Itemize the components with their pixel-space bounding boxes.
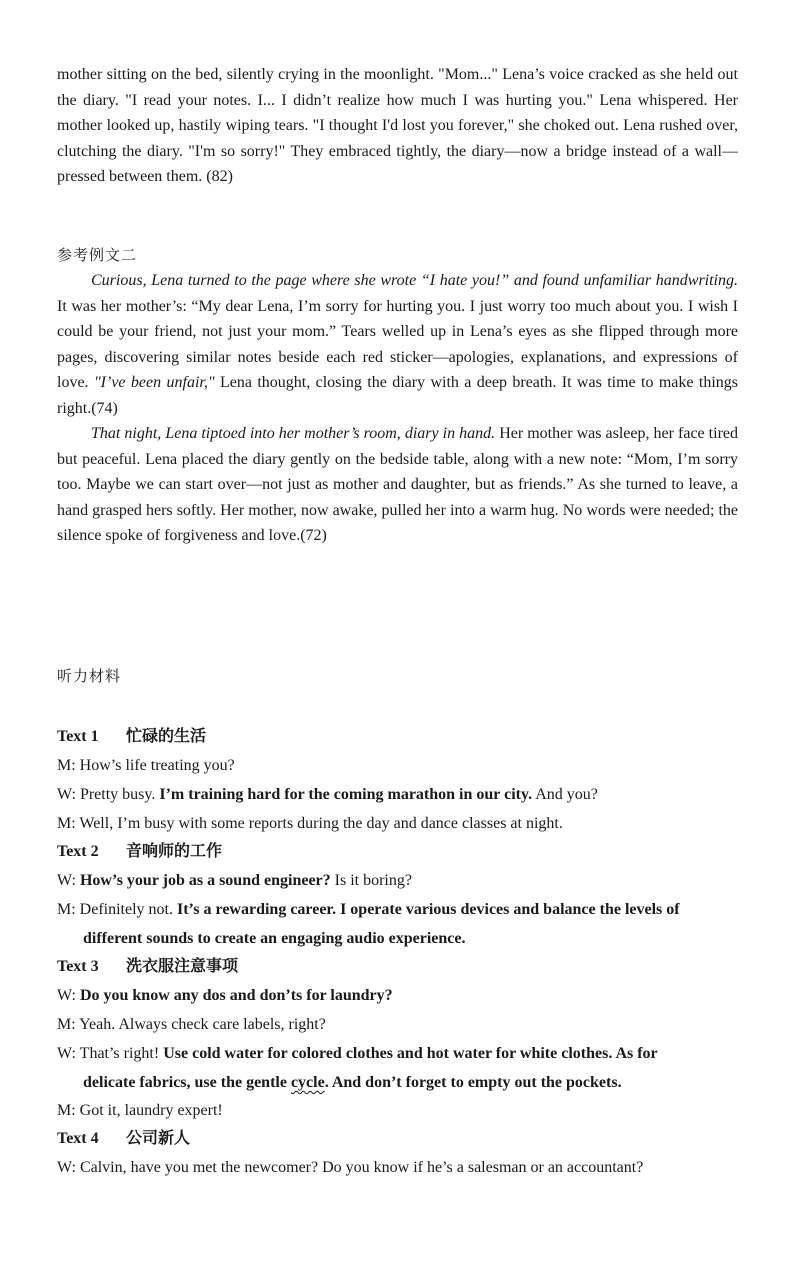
text-topic: 洗衣服注意事项: [126, 958, 239, 975]
dialogue-speaker-text: W: That’s right!: [57, 1045, 164, 1062]
dialogue-line: [57, 1039, 738, 1068]
dialogue-key-sentence: I’m training hard for the coming marathon in our city.: [159, 786, 533, 803]
dialogue-line: [57, 981, 738, 1010]
essay-two-paragraph-2: [57, 421, 738, 549]
dialogue-line: [57, 780, 738, 809]
text-topic: 忙碌的生活: [126, 728, 207, 745]
essay-one-ending-paragraph: mother sitting on the bed, silently crying in the moonlight. "Mom..." Lena’s voice cracked as she held out the diary. "I read your notes. I... I didn’t realize how much I was hurting you." Lena whispered. Her mother looked up, hastily wiping tears. "I thought I'd lost you forever," she choked out. Lena rushed over, clutching the diary. "I'm so sorry!" They embraced tightly, the diary—now a bridge instead of a wall—pressed between them. (82): [57, 66, 738, 186]
essay-two-heading: 参考例文二: [57, 248, 138, 264]
dialogue-key-sentence: It’s a rewarding career. I operate various devices and balance the levels of: [176, 901, 680, 918]
listening-heading: 听力材料: [57, 669, 122, 685]
dialogue-text: . And don’t forget to empty out the pockets.: [324, 1074, 622, 1091]
dialogue-line: M: Yeah. Always check care labels, right?: [57, 1016, 326, 1033]
dialogue-key-sentence: different sounds to create an engaging audio experience.: [83, 930, 466, 947]
dialogue-speaker-text: W: Pretty busy.: [57, 786, 160, 803]
text-label: Text 4: [57, 1130, 99, 1147]
dialogue-line-continuation: [57, 1068, 764, 1097]
dialogue-key-sentence: Use cold water for colored clothes and hot water for white clothes. As for: [163, 1045, 658, 1062]
dialogue-text: Is it boring?: [330, 872, 412, 889]
paragraph-lead-sentence: Curious, Lena turned to the page where she wrote “I hate you!” and found unfamiliar handwriting.: [91, 272, 738, 289]
dialogue-line: [57, 895, 738, 924]
dialogue-text: delicate fabrics, use the gentle: [83, 1074, 291, 1091]
dialogue-line: W: Calvin, have you met the newcomer? Do you know if he’s a salesman or an accountant?: [57, 1159, 644, 1176]
text-label: Text 2: [57, 843, 99, 860]
vocabulary-highlight: cycle: [290, 1074, 325, 1091]
dialogue-line: M: Well, I’m busy with some reports during the day and dance classes at night.: [57, 815, 563, 832]
dialogue-speaker-text: W:: [57, 872, 80, 889]
dialogue-speaker-text: W:: [57, 987, 80, 1004]
text-1-title: [57, 722, 738, 751]
paragraph-text: Lena thought, closing the diary with a deep breath. It was time to make things right.(74): [57, 374, 739, 417]
text-label: Text 1: [57, 728, 99, 745]
dialogue-key-sentence: [83, 1074, 622, 1091]
text-4-title: [57, 1124, 738, 1153]
text-2-title: [57, 837, 738, 866]
dialogue-speaker-text: M: Definitely not.: [57, 901, 177, 918]
paragraph-text: Her mother was asleep, her face tired but peaceful. Lena placed the diary gently on the bedside table, along with a new note: “Mom, I’m sorry too. Maybe we can start over—not just as mother and daughter, but as friends.” As she turned to leave, a hand grasped hers softly. Her mother, now awake, pulled her into a warm hug. No words were needed; the silence spoke of forgiveness and love.(72): [57, 425, 739, 545]
essay-two-paragraph-1: [57, 268, 738, 422]
text-topic: 公司新人: [126, 1130, 191, 1147]
dialogue-line: [57, 866, 738, 895]
paragraph-text: It was her mother’s: “My dear Lena, I’m sorry for hurting you. I just worry too much about you. I wish I could be your friend, not just your mom.” Tears welled up in Lena’s eyes as she flipped through more pages, discovering similar notes beside each red sticker—apologies, explanations, and expressions of love.: [57, 297, 738, 392]
dialogue-key-sentence: Do you know any dos and don’ts for laundry?: [79, 987, 393, 1004]
quoted-thought: "I’ve been unfair,": [93, 374, 215, 392]
dialogue-line: M: How’s life treating you?: [57, 757, 235, 774]
text-label: Text 3: [57, 958, 99, 975]
dialogue-key-sentence: How’s your job as a sound engineer?: [79, 872, 331, 889]
text-topic: 音响师的工作: [126, 843, 223, 860]
dialogue-text: And you?: [532, 786, 598, 803]
paragraph-lead-sentence: That night, Lena tiptoed into her mother’s room, diary in hand.: [91, 425, 496, 442]
text-3-title: [57, 952, 738, 981]
dialogue-line: M: Got it, laundry expert!: [57, 1102, 223, 1119]
dialogue-line-continuation: [57, 924, 764, 953]
